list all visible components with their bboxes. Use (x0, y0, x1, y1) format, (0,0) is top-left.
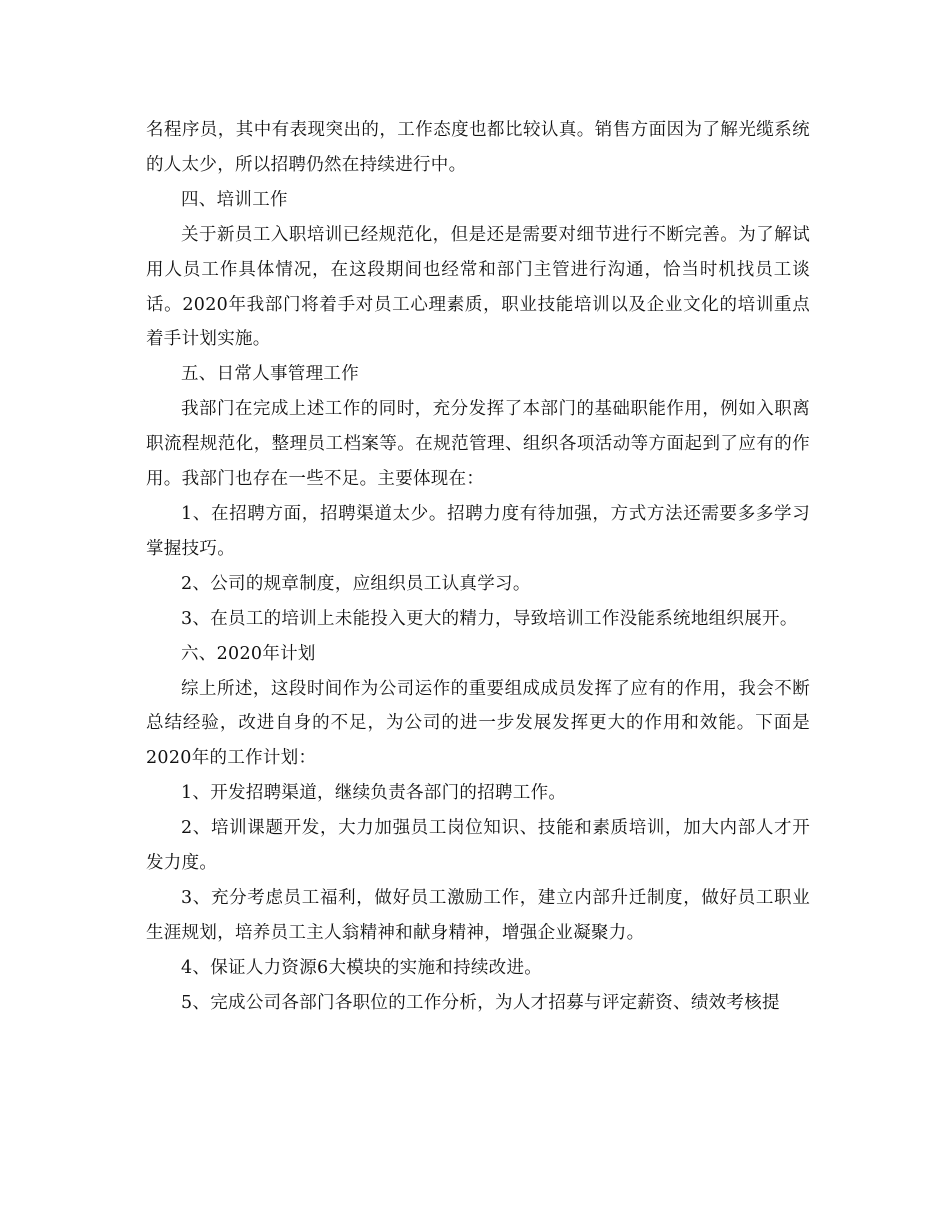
list-item-shortcoming-3: 3、在员工的培训上未能投入更大的精力，导致培训工作没能系统地组织展开。 (181, 608, 798, 629)
paragraph-plan-summary: 综上所述，这段时间作为公司运作的重要组成成员发挥了应有的作用，我会不断总结经验，改进自身的不足，为公司的进一步发展发挥更大的作用和效能。下面是2020年的工作计划： (146, 678, 810, 769)
paragraph-training-work: 关于新员工入职培训已经规范化，但是还是需要对细节进行不断完善。为了解试用人员工作具体情况，在这段期间也经常和部门主管进行沟通，恰当时机找员工谈话。2020年我部门将着手对员工心理素质，职业技能培训以及企业文化的培训重点着手计划实施。 (146, 224, 810, 350)
list-item-shortcoming-1: 1、在招聘方面，招聘渠道太少。招聘力度有待加强，方式方法还需要多多学习掌握技巧。 (146, 503, 810, 559)
heading-daily-hr-management: 五、日常人事管理工作 (181, 364, 359, 385)
heading-training-work: 四、培训工作 (181, 189, 288, 210)
paragraph-recruitment-continued: 名程序员，其中有表现突出的，工作态度也都比较认真。销售方面因为了解光缆系统的人太少，所以招聘仍然在持续进行中。 (146, 120, 810, 175)
list-item-plan-1: 1、开发招聘渠道，继续负责各部门的招聘工作。 (181, 783, 567, 804)
paragraph-daily-hr-management: 我部门在完成上述工作的同时，充分发挥了本部门的基础职能作用，例如入职离职流程规范化，整理员工档案等。在规范管理、组织各项活动等方面起到了应有的作用。我部门也存在一些不足。主要体现在： (146, 399, 810, 490)
list-item-plan-5: 5、完成公司各部门各职位的工作分析，为人才招募与评定薪资、绩效考核提 (181, 992, 780, 1013)
list-item-plan-3: 3、充分考虑员工福利，做好员工激励工作，建立内部升迁制度，做好员工职业生涯规划，培养员工主人翁精神和献身精神，增强企业凝聚力。 (146, 887, 810, 943)
list-item-plan-2: 2、培训课题开发，大力加强员工岗位知识、技能和素质培训，加大内部人才开发力度。 (146, 818, 810, 874)
list-item-shortcoming-2: 2、公司的规章制度，应组织员工认真学习。 (181, 573, 531, 594)
document-body (146, 113, 810, 1021)
heading-2020-plan: 六、2020年计划 (181, 643, 316, 664)
list-item-plan-4: 4、保证人力资源6大模块的实施和持续改进。 (181, 957, 543, 978)
